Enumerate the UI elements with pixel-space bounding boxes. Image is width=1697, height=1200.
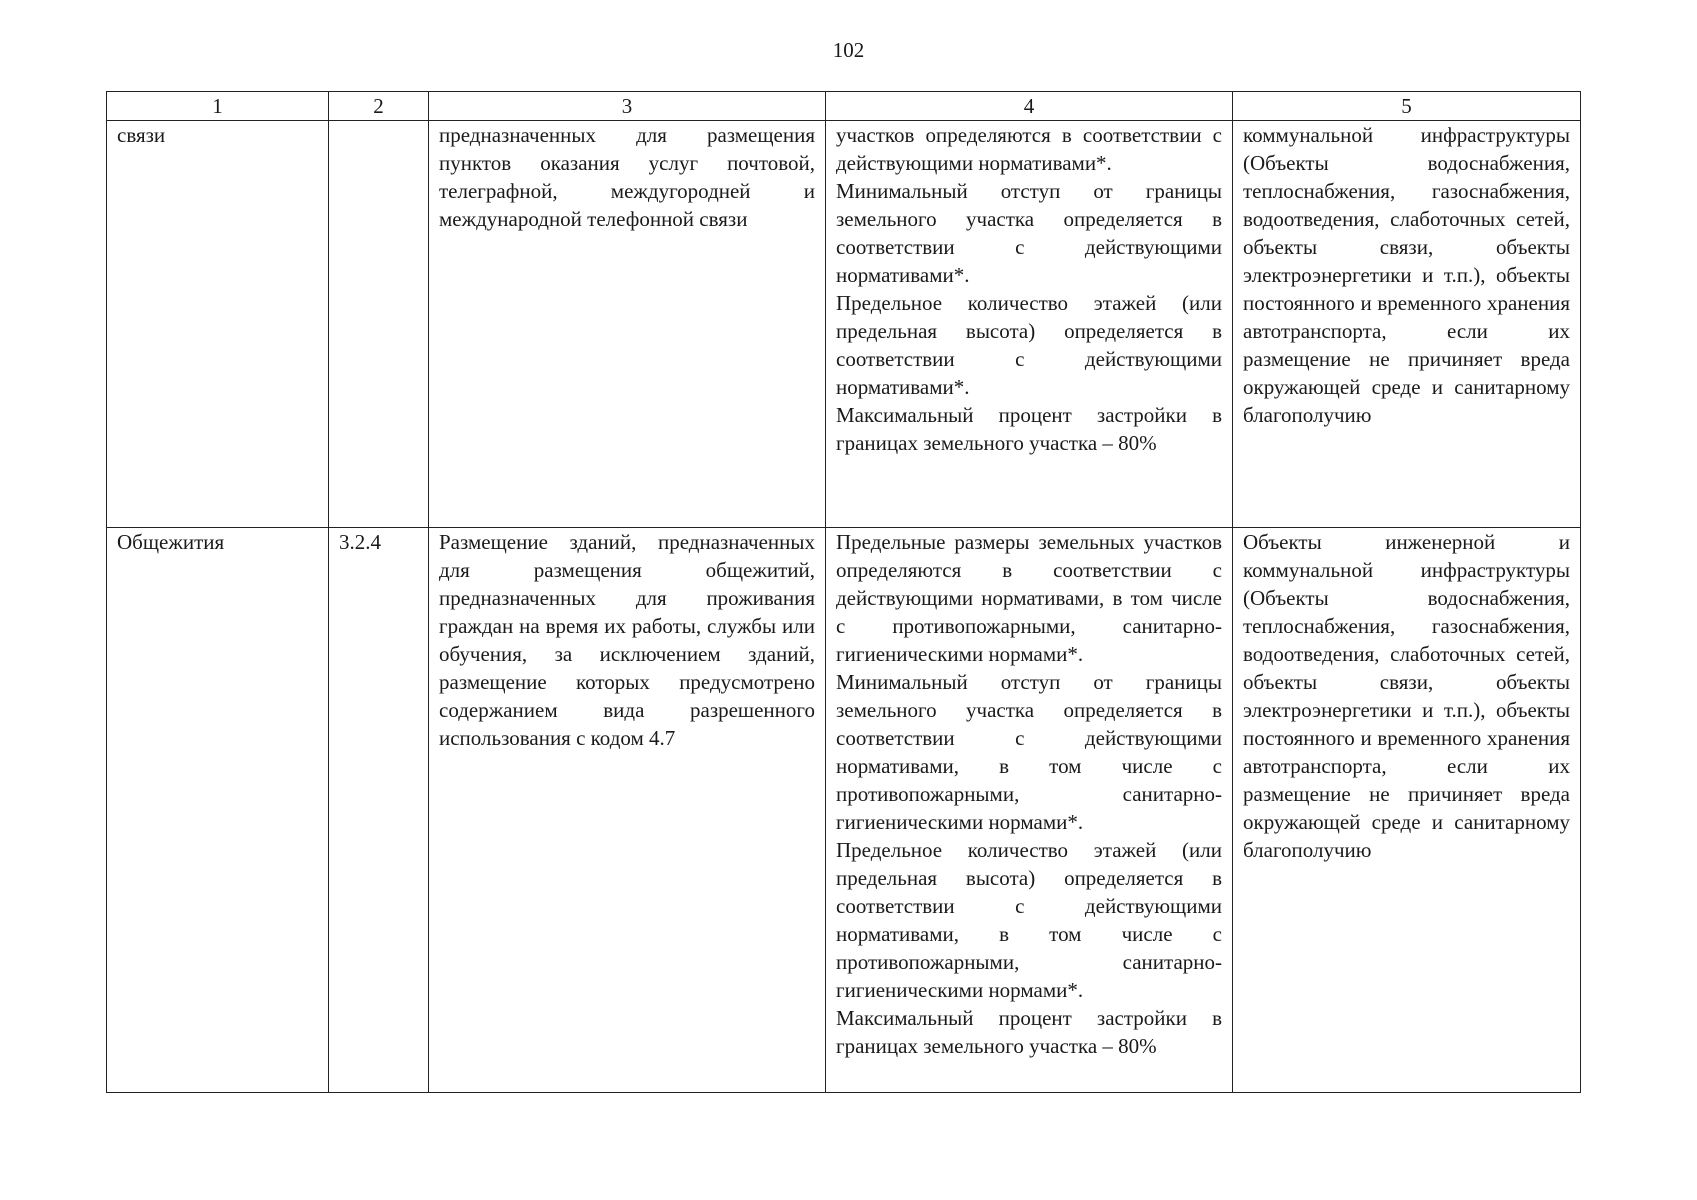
auxiliary-uses: Объекты инженерной и коммунальной инфраструктуры (Объекты водоснабжения, теплоснабжения, газоснабжения, водоотведения, слаботочных сетей, объекты связи, объекты электроэнергетики и т.п.), объекты постоянного и временного хранения автотранспорта, если их размещение не причиняет вреда окружающей среде и санитарному благополучию: [1243, 530, 1570, 862]
use-name-cell: [107, 121, 329, 528]
parameters-cell: [826, 121, 1233, 528]
use-description: предназначенных для размещения пунктов оказания услуг почтовой, телеграфной, междугородней и международной телефонной связи: [439, 123, 815, 231]
parameters-cell: [826, 528, 1233, 1093]
parameter-coverage: Максимальный процент застройки в границах земельного участка – 80%: [836, 1006, 1222, 1058]
header-col-1: 1: [107, 92, 329, 121]
header-col-3: 3: [429, 92, 826, 121]
auxiliary-uses-cell: [1233, 528, 1581, 1093]
use-name: связи: [117, 123, 166, 147]
table-header-row: [107, 92, 1581, 121]
parameter-setback: Минимальный отступ от границы земельного участка определяется в соответствии с действующими нормативами, в том числе с противопожарными, санитарно-гигиеническими нормами*.: [836, 670, 1222, 834]
parameter-coverage: Максимальный процент застройки в границах земельного участка – 80%: [836, 403, 1222, 455]
zoning-table: [106, 91, 1581, 1093]
header-col-5: 5: [1233, 92, 1581, 121]
auxiliary-uses: коммунальной инфраструктуры (Объекты водоснабжения, теплоснабжения, газоснабжения, водоотведения, слаботочных сетей, объекты связи, объекты электроэнергетики и т.п.), объекты постоянного и временного хранения автотранспорта, если их размещение не причиняет вреда окружающей среде и санитарному благополучию: [1243, 123, 1570, 427]
table-row: [107, 121, 1581, 528]
header-col-4: 4: [826, 92, 1233, 121]
use-description: Размещение зданий, предназначенных для размещения общежитий, предназначенных для проживания граждан на время их работы, службы или обучения, за исключением зданий, размещение которых предусмотрено содержанием вида разрешенного использования с кодом 4.7: [439, 530, 815, 750]
parameter-floors: Предельное количество этажей (или предельная высота) определяется в соответствии с действующими нормативами, в том числе с противопожарными, санитарно-гигиеническими нормами*.: [836, 838, 1222, 1002]
parameter-floors: Предельное количество этажей (или предельная высота) определяется в соответствии с действующими нормативами*.: [836, 291, 1222, 399]
parameter-lot-size: Предельные размеры земельных участков определяются в соответствии с действующими нормативами, в том числе с противопожарными, санитарно-гигиеническими нормами*.: [836, 530, 1222, 666]
use-code-cell: [329, 121, 429, 528]
use-name: Общежития: [117, 530, 225, 554]
auxiliary-uses-cell: [1233, 121, 1581, 528]
use-code: 3.2.4: [339, 530, 381, 554]
page-number: 102: [832, 38, 865, 62]
use-name-cell: [107, 528, 329, 1093]
table-row: [107, 528, 1581, 1093]
parameter-lot-size: участков определяются в соответствии с действующими нормативами*.: [836, 123, 1222, 175]
use-code-cell: [329, 528, 429, 1093]
use-description-cell: [429, 528, 826, 1093]
parameter-setback: Минимальный отступ от границы земельного участка определяется в соответствии с действующими нормативами*.: [836, 179, 1222, 287]
header-col-2: 2: [329, 92, 429, 121]
use-description-cell: [429, 121, 826, 528]
